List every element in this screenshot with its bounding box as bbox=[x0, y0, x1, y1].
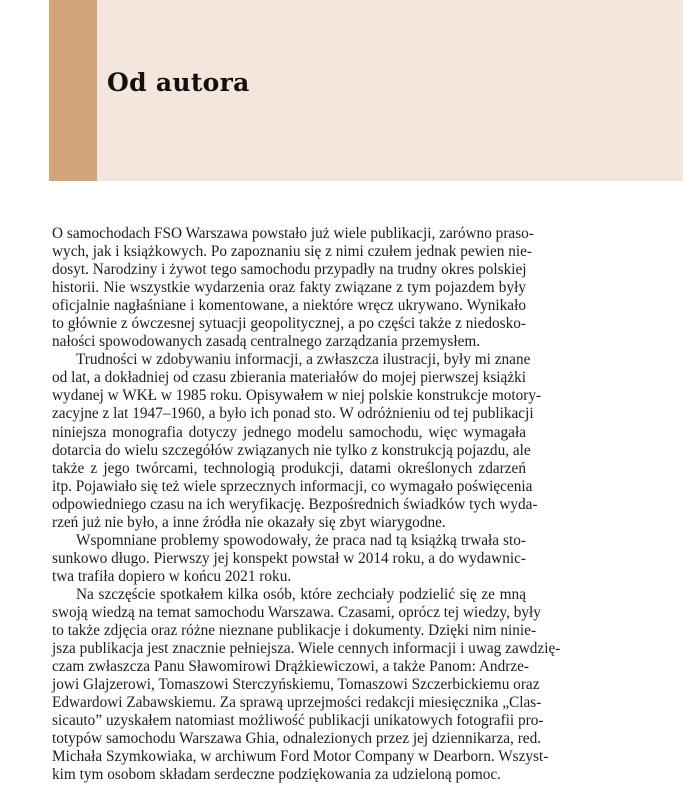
body-text bbox=[52, 225, 561, 784]
text-line: czam zwłaszcza Panu Sławomirowi Drążkiewiczowi, a także Panom: Andrze- bbox=[52, 658, 529, 676]
text-line: dosyt. Narodziny i żywot tego samochodu przypadły na trudny okres polskiej bbox=[52, 261, 527, 279]
text-line: wydanej w WKŁ w 1985 roku. Opisywałem w niej polskie konstrukcje motory- bbox=[52, 387, 542, 405]
text-line: sunkowo długo. Pierwszy jej konspekt powstał w 2014 roku, a do wydawnic- bbox=[52, 549, 526, 567]
text-line: Na szczęście spotkałem kilka osób, które zechciały podzielić się ze mną bbox=[76, 585, 526, 603]
text-line: rzeń już nie było, a inne źródła nie okazały się zbyt wiarygodne. bbox=[52, 513, 446, 531]
text-line: historii. Nie wszystkie wydarzenia oraz fakty związane z tym pojazdem były bbox=[52, 279, 526, 297]
text-line: Michała Szymkowiaka, w archiwum Ford Motor Company w Dearborn. Wszyst- bbox=[52, 748, 549, 766]
text-line: swoją wiedzą na temat samochodu Warszawa. Czasami, oprócz tej wiedzy, były bbox=[52, 603, 541, 621]
text-line: wych, jak i książkowych. Po zapoznaniu się z nimi czułem jednak pewien nie- bbox=[52, 243, 532, 261]
paragraph bbox=[52, 351, 542, 531]
text-line: to także zdjęcia oraz różne nieznane publikacje i dokumenty. Dzięki nim ninie- bbox=[52, 622, 537, 640]
text-line: totypów samochodu Warszawa Ghia, odnalezionych przez jej dziennikarza, red. bbox=[52, 730, 542, 748]
text-line: sicauto” uzyskałem natomiast możliwość publikacji unikatowych fotografii pro- bbox=[52, 712, 544, 730]
text-line: zacyjne z lat 1947–1960, a było ich ponad sto. W odróżnieniu od tej publikacji bbox=[52, 405, 534, 423]
text-line: O samochodach FSO Warszawa powstało już wiele publikacji, zarówno praso- bbox=[52, 225, 534, 242]
text-line: odpowiedniego czasu na ich weryfikację. Bezpośrednich świadków tych wyda- bbox=[52, 495, 538, 513]
text-line: Wspomniane problemy spowodowały, że praca nad tą książką trwała sto- bbox=[76, 531, 526, 549]
text-line: także z jego twórcami, technologią produkcji, datami określonych zdarzeń bbox=[52, 459, 526, 477]
text-line: itp. Pojawiało się też wiele sprzecznych informacji, co wymagało poświęcenia bbox=[52, 477, 533, 495]
chapter-title: Od autora bbox=[107, 68, 250, 97]
text-line: to głównie z ówczesnej sytuacji geopolitycznej, a po części także z niedosko- bbox=[52, 315, 527, 333]
text-line: twa trafiła dopiero w końcu 2021 roku. bbox=[52, 567, 292, 585]
paragraph bbox=[52, 225, 534, 351]
text-line: Trudności w zdobywaniu informacji, a zwłaszcza ilustracji, były mi znane bbox=[76, 351, 531, 369]
text-line: nałości spowodowanych zasadą centralnego zarządzania przemysłem. bbox=[52, 333, 481, 351]
text-line: niniejsza monografia dotyczy jednego modelu samochodu, więc wymagała bbox=[52, 423, 526, 441]
text-line: kim tym osobom składam serdeczne podziękowania za udzieloną pomoc. bbox=[52, 766, 501, 784]
paragraph bbox=[52, 585, 561, 785]
text-line: dotarcia do wielu szczegółów związanych nie tylko z konstrukcją pojazdu, ale bbox=[52, 441, 531, 459]
text-line: od lat, a dokładniej od czasu zbierania materiałów do mojej pierwszej książki bbox=[52, 369, 527, 387]
paragraph bbox=[52, 532, 526, 586]
text-line: jsza publikacja jest znacznie pełniejsza. Wiele cennych informacji i uwag zawdzię- bbox=[52, 640, 561, 658]
chapter-header-accent-bar bbox=[49, 0, 97, 181]
text-line: oficjalnie nagłaśniane i komentowane, a niektóre wręcz ukrywano. Wynikało bbox=[52, 297, 526, 315]
text-line: jowi Glajzerowi, Tomaszowi Sterczyńskiemu, Tomaszowi Szczerbickiemu oraz bbox=[52, 676, 540, 694]
text-line: Edwardowi Zabawskiemu. Za sprawą uprzejmości redakcji miesięcznika „Clas- bbox=[52, 694, 542, 712]
